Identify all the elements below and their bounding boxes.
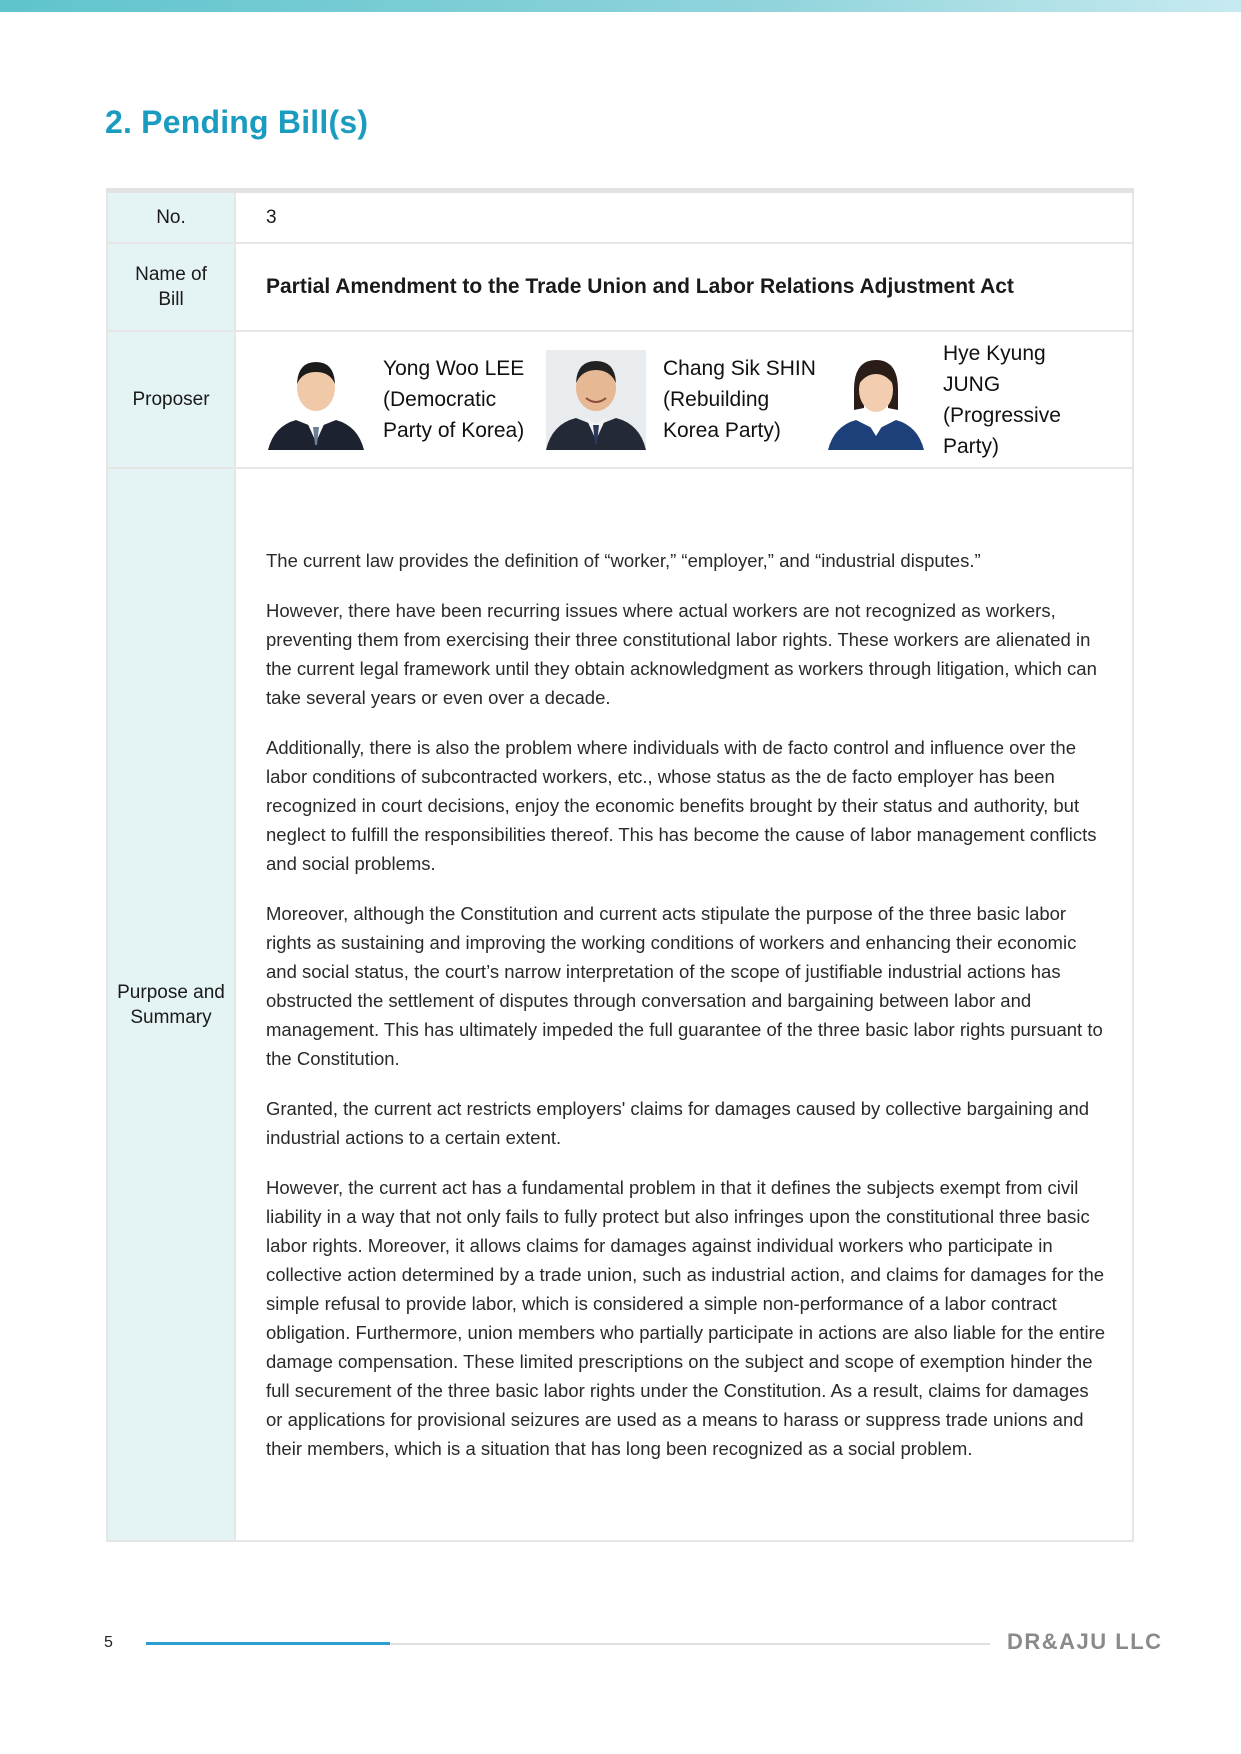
purpose-paragraph: However, there have been recurring issues where actual workers are not recognized as workers, preventing them from exercising their three constitutional labor rights. These workers are alienated in the current legal framework until they obtain acknowledgment as workers through litigation, which can take several years or even over a decade. xyxy=(266,600,1097,708)
bill-name: Partial Amendment to the Trade Union and Labor Relations Adjustment Act xyxy=(266,275,1014,298)
proposer-photo xyxy=(826,350,926,450)
proposer-text xyxy=(663,353,826,446)
name-label xyxy=(107,243,235,331)
proposer-text xyxy=(943,338,1106,462)
purpose-paragraph: Additionally, there is also the problem where individuals with de facto control and influence over the labor conditions of subcontracted workers, etc., whose status as the de facto employer has been recognized in court decisions, enjoy the economic benefits brought by their status and authority, but neglect to fulfill the responsibilities thereof. This has become the cause of labor management conflicts and social problems. xyxy=(266,737,1097,874)
table-row-proposer xyxy=(107,331,1133,468)
proposer-text xyxy=(383,353,546,446)
proposer-party: (Progressive Party) xyxy=(943,403,1061,458)
proposer-name: Hye Kyung JUNG xyxy=(943,341,1046,396)
proposer-photo xyxy=(266,350,366,450)
proposer-item xyxy=(826,338,1106,462)
brand-logo: DR&AJU LLC xyxy=(1007,1629,1163,1654)
name-value-cell xyxy=(235,243,1133,331)
proposer-name: Yong Woo LEE xyxy=(383,357,525,380)
proposer-item xyxy=(546,350,826,450)
pending-bill-table xyxy=(106,188,1134,1542)
top-accent-bar xyxy=(0,0,1241,12)
purpose-paragraph: However, the current act has a fundamental problem in that it defines the subjects exempt from civil liability in a way that not only fails to fully protect but also infringes upon the constitutional three basic labor rights. Moreover, it allows claims for damages against individual workers who participate in collective action determined by a trade union, such as industrial action, and claims for damages for the simple refusal to provide labor, which is considered a simple non-performance of a labor contract obligation. Furthermore, union members who partially participate in actions are also liable for the entire damage compensation. These limited prescriptions on the subject and scope of exemption hinder the full securement of the three basic labor rights under the Constitution. As a result, claims for damages or applications for provisional seizures are used as a means to harass or suppress trade unions and their members, which is a situation that has long been recognized as a social problem. xyxy=(266,1177,1106,1459)
page-number: 5 xyxy=(104,1634,113,1651)
proposer-cell xyxy=(235,331,1133,468)
purpose-summary xyxy=(266,546,1106,1463)
proposer-party: (Democratic Party of Korea) xyxy=(383,388,525,442)
purpose-cell xyxy=(235,468,1133,1541)
proposer-label: Proposer xyxy=(107,331,235,468)
purpose-label-text: Purpose and Summary xyxy=(117,981,225,1028)
section-heading: 2. Pending Bill(s) xyxy=(105,104,369,140)
purpose-label xyxy=(107,468,235,1541)
proposer-list xyxy=(266,338,1106,462)
purpose-paragraph: Moreover, although the Constitution and current acts stipulate the purpose of the three basic labor rights as sustaining and improving the working conditions of workers and enhancing their economic and social status, the court’s narrow interpretation of the scope of justifiable industrial actions has obstructed the settlement of disputes through conversation and bargaining between labor and management. This has ultimately impeded the full guarantee of the three basic labor rights pursuant to the Constitution. xyxy=(266,903,1103,1069)
proposer-party: (Rebuilding Korea Party) xyxy=(663,388,781,442)
table-row-name xyxy=(107,243,1133,331)
proposer-item xyxy=(266,350,546,450)
footer-divider-accent xyxy=(146,1642,390,1645)
table-row-purpose xyxy=(107,468,1133,1541)
name-label-text: Name of Bill xyxy=(135,264,207,310)
purpose-paragraph: Granted, the current act restricts employers' claims for damages caused by collective bargaining and industrial actions to a certain extent. xyxy=(266,1098,1090,1148)
proposer-name: Chang Sik SHIN xyxy=(663,357,816,380)
purpose-paragraph: The current law provides the definition of “worker,” “employer,” and “industrial disputes.” xyxy=(266,550,981,571)
proposer-photo xyxy=(546,350,646,450)
table-row-no xyxy=(107,191,1133,244)
no-value: 3 xyxy=(235,191,1133,244)
no-label: No. xyxy=(107,191,235,244)
